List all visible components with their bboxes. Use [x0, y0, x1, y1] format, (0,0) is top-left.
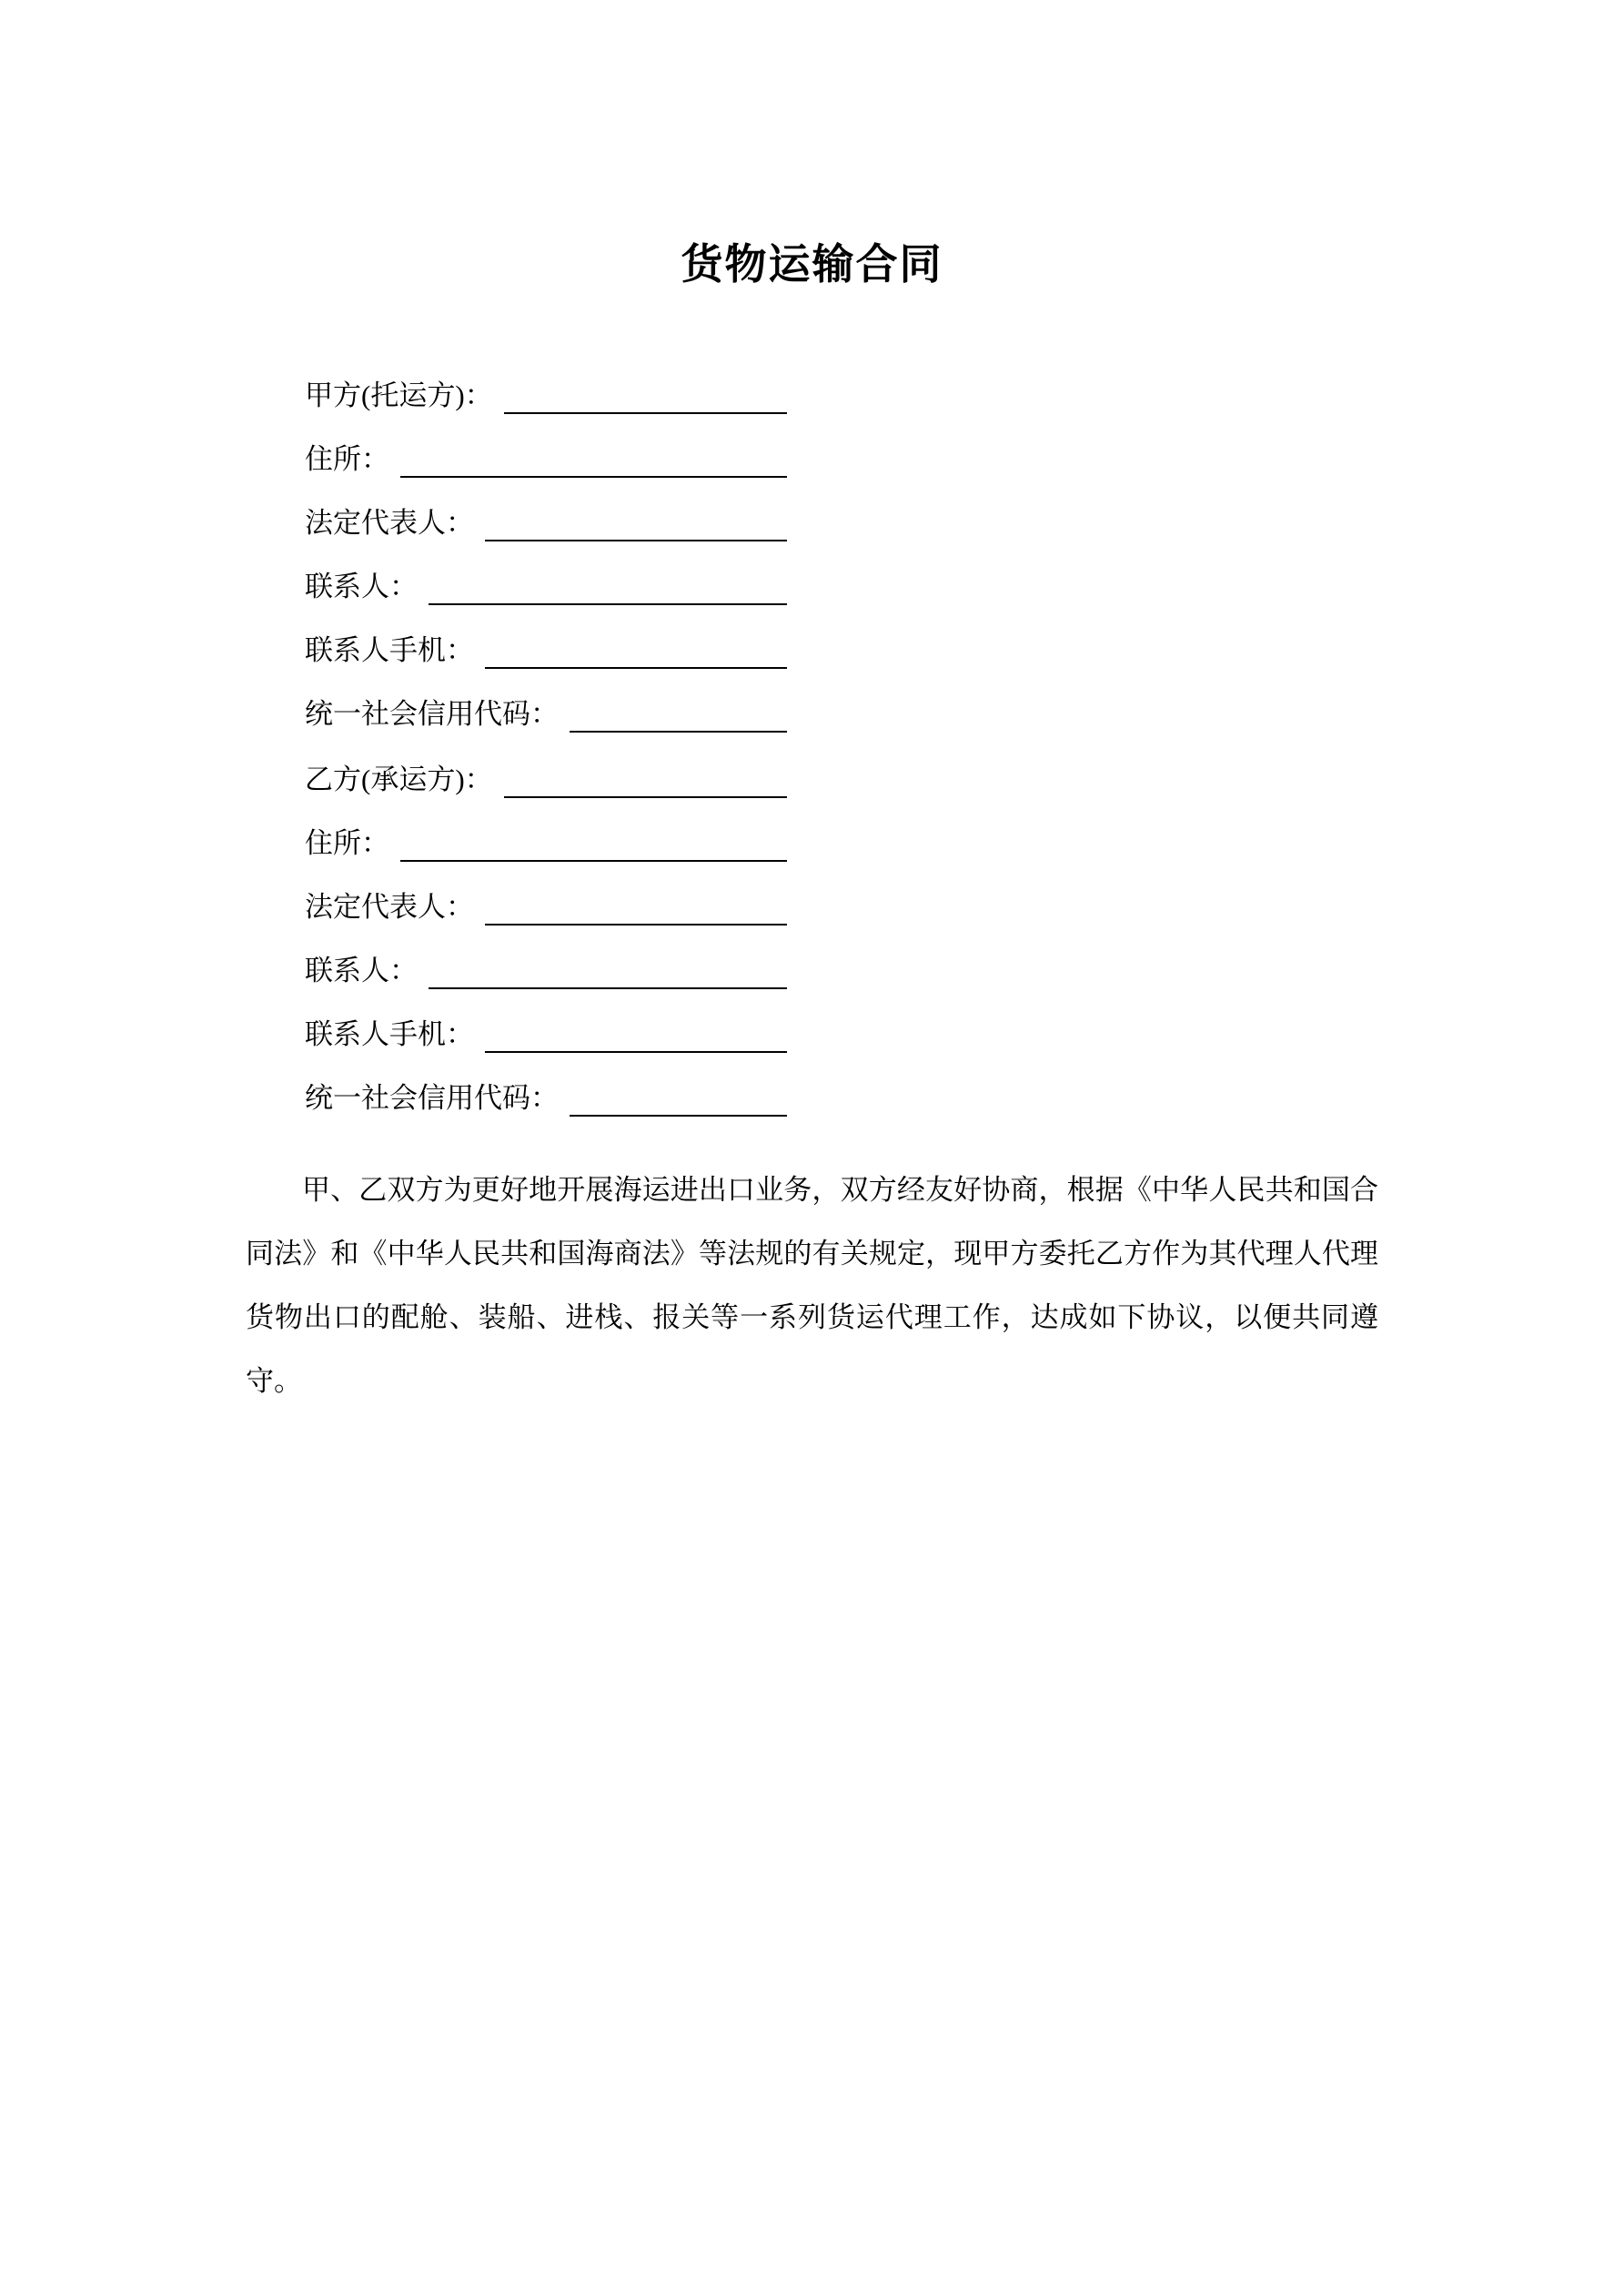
- party-b-field-row: [305, 953, 787, 989]
- party-b-field-row: [305, 825, 787, 862]
- field-label: 住所：: [305, 443, 389, 475]
- party-a-field-row: [305, 378, 787, 414]
- party-b-field-row: [305, 1017, 787, 1053]
- field-label: 联系人手机：: [305, 1018, 474, 1050]
- field-label: 甲方(托运方)：: [305, 379, 493, 411]
- field-label: 住所：: [305, 827, 389, 859]
- intro-paragraph: 甲、乙双方为更好地开展海运进出口业务，双方经友好协商，根据《中华人民共和国合同法》和《中华人民共和国海商法》等法规的有关规定，现甲方委托乙方作为其代理人代理货物出口的配舱、装船、进栈、报关等一系列货运代理工作，达成如下协议，以便共同遵守。: [246, 1174, 1378, 1397]
- party-a-field-row: [305, 505, 787, 541]
- blank-fill-line: [400, 443, 787, 478]
- field-label: 乙方(承运方)：: [305, 764, 493, 795]
- blank-fill-line: [570, 1082, 787, 1117]
- blank-fill-line: [570, 698, 787, 733]
- field-label: 统一社会信用代码：: [305, 1082, 559, 1114]
- blank-fill-line: [429, 571, 787, 605]
- blank-fill-line: [504, 379, 787, 414]
- party-b-field-row: [305, 1080, 787, 1117]
- party-b-field-row: [305, 889, 787, 925]
- field-label: 联系人：: [305, 571, 418, 602]
- blank-fill-line: [485, 634, 787, 669]
- field-label: 统一社会信用代码：: [305, 698, 559, 730]
- party-a-field-row: [305, 441, 787, 478]
- field-label: 联系人手机：: [305, 634, 474, 666]
- party-b-section: [305, 762, 787, 1117]
- blank-fill-line: [485, 507, 787, 541]
- contract-body: [246, 1158, 1378, 1413]
- party-a-section: [305, 378, 787, 733]
- field-label: 法定代表人：: [305, 507, 474, 539]
- blank-fill-line: [429, 955, 787, 989]
- party-a-field-row: [305, 569, 787, 605]
- party-a-field-row: [305, 696, 787, 733]
- field-label: 法定代表人：: [305, 891, 474, 923]
- document-title: 货物运输合同: [681, 239, 943, 288]
- blank-fill-line: [504, 764, 787, 798]
- blank-fill-line: [485, 1018, 787, 1053]
- field-label: 联系人：: [305, 955, 418, 986]
- blank-fill-line: [485, 891, 787, 925]
- party-b-field-row: [305, 762, 787, 798]
- party-a-field-row: [305, 632, 787, 669]
- blank-fill-line: [400, 827, 787, 862]
